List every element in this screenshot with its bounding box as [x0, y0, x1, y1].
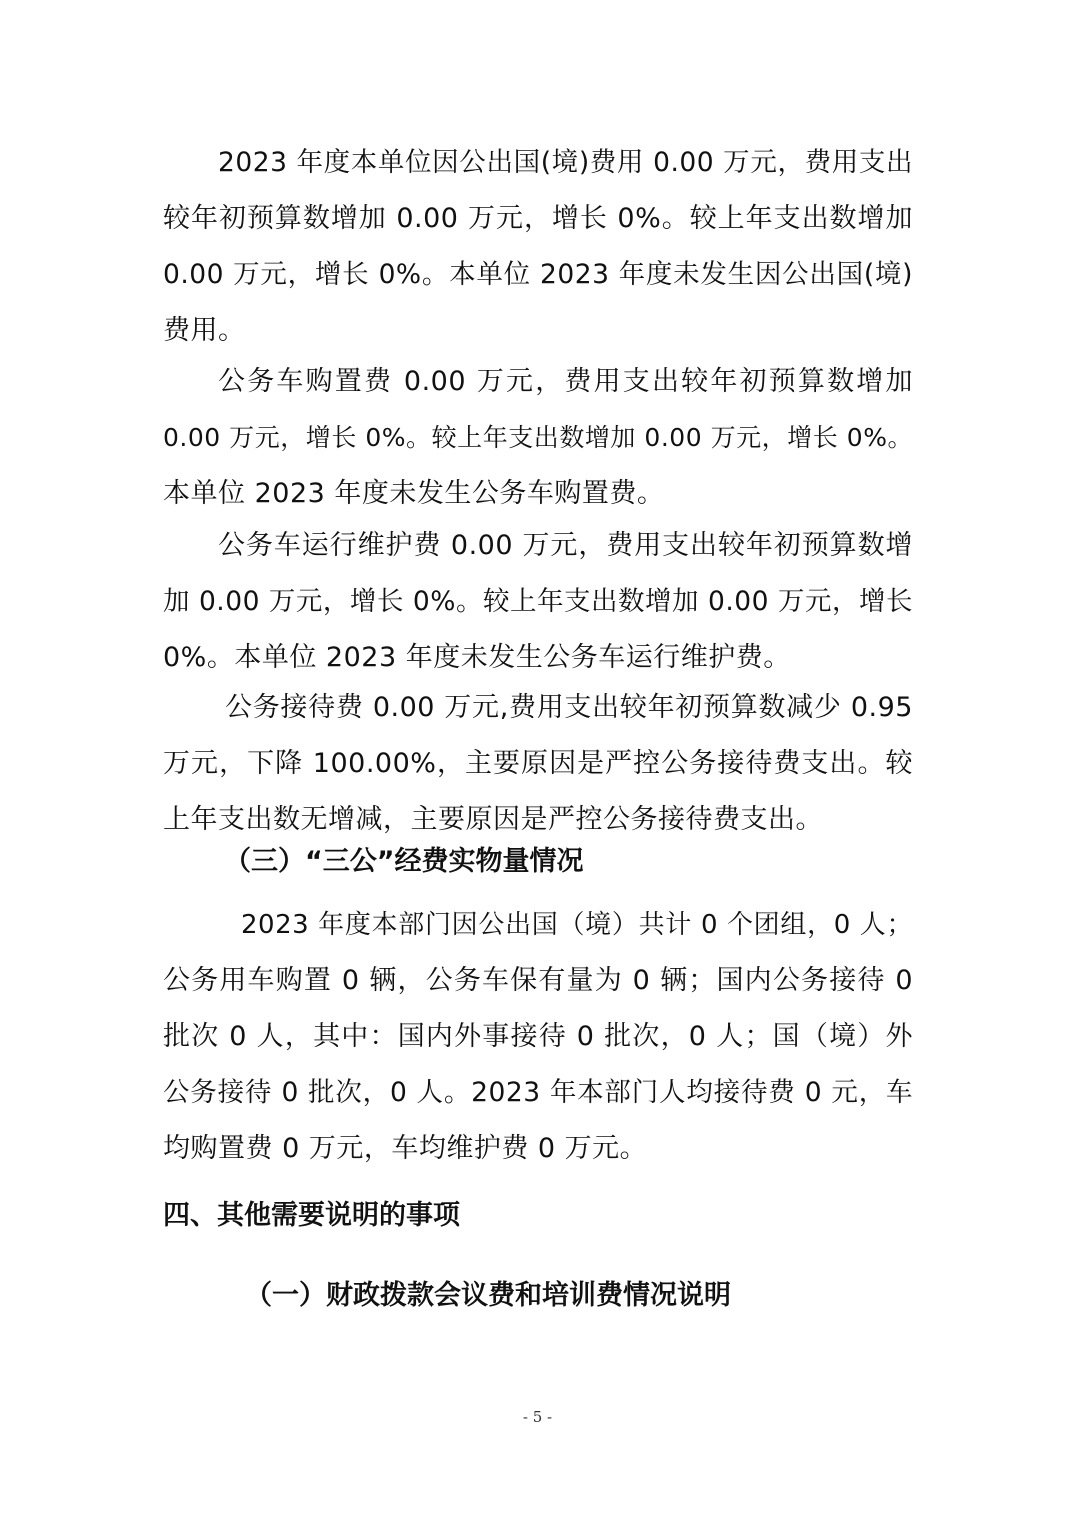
paragraph-physical-quantity	[163, 897, 913, 1177]
paragraph-line: 0.00 万元，增长 0%。较上年支出数增加 0.00 万元，增长 0%。	[163, 423, 913, 452]
paragraph-line: 0%。本单位 2023 年度未发生公务车运行维护费。	[163, 642, 791, 673]
paragraph-line: 公务用车购置 0 辆，公务车保有量为 0 辆；国内公务接待 0	[163, 965, 913, 996]
section-heading-four: 四、其他需要说明的事项	[163, 1200, 460, 1231]
paragraph-line: 公务接待费 0.00 万元,费用支出较年初预算数减少 0.95	[225, 692, 913, 723]
paragraph-line: 均购置费 0 万元，车均维护费 0 万元。	[163, 1133, 648, 1164]
paragraph-reception-expense	[163, 680, 913, 848]
paragraph-vehicle-purchase	[163, 354, 913, 522]
paragraph-line: 公务车运行维护费 0.00 万元，费用支出较年初预算数增	[218, 530, 913, 561]
paragraph-line: 上年支出数无增减，主要原因是严控公务接待费支出。	[163, 804, 823, 835]
paragraph-line: 万元，下降 100.00%，主要原因是严控公务接待费支出。较	[163, 748, 913, 779]
paragraph-line: 批次 0 人，其中：国内外事接待 0 批次，0 人；国（境）外	[163, 1021, 913, 1052]
paragraph-line: 2023 年度本单位因公出国(境)费用 0.00 万元，费用支出	[218, 147, 913, 178]
paragraph-line: 较年初预算数增加 0.00 万元，增长 0%。较上年支出数增加	[163, 203, 913, 234]
paragraph-vehicle-maintenance	[163, 518, 913, 686]
paragraph-line: 2023 年度本部门因公出国（境）共计 0 个团组，0 人；	[241, 910, 913, 940]
paragraph-line: 费用。	[163, 315, 246, 346]
subheading-three: （三）“三公”经费实物量情况	[224, 846, 584, 877]
paragraph-line: 公务接待 0 批次，0 人。2023 年本部门人均接待费 0 元，车	[163, 1077, 913, 1108]
paragraph-line: 公务车购置费 0.00 万元，费用支出较年初预算数增加	[218, 366, 913, 397]
paragraph-line: 0.00 万元，增长 0%。本单位 2023 年度未发生因公出国(境)	[163, 259, 913, 290]
subheading-one: （一）财政拨款会议费和培训费情况说明	[245, 1280, 731, 1311]
paragraph-overseas-expense	[163, 135, 913, 359]
paragraph-line: 加 0.00 万元，增长 0%。较上年支出数增加 0.00 万元，增长	[163, 586, 913, 617]
paragraph-line: 本单位 2023 年度未发生公务车购置费。	[163, 478, 665, 509]
page-number: - 5 -	[522, 1408, 553, 1426]
